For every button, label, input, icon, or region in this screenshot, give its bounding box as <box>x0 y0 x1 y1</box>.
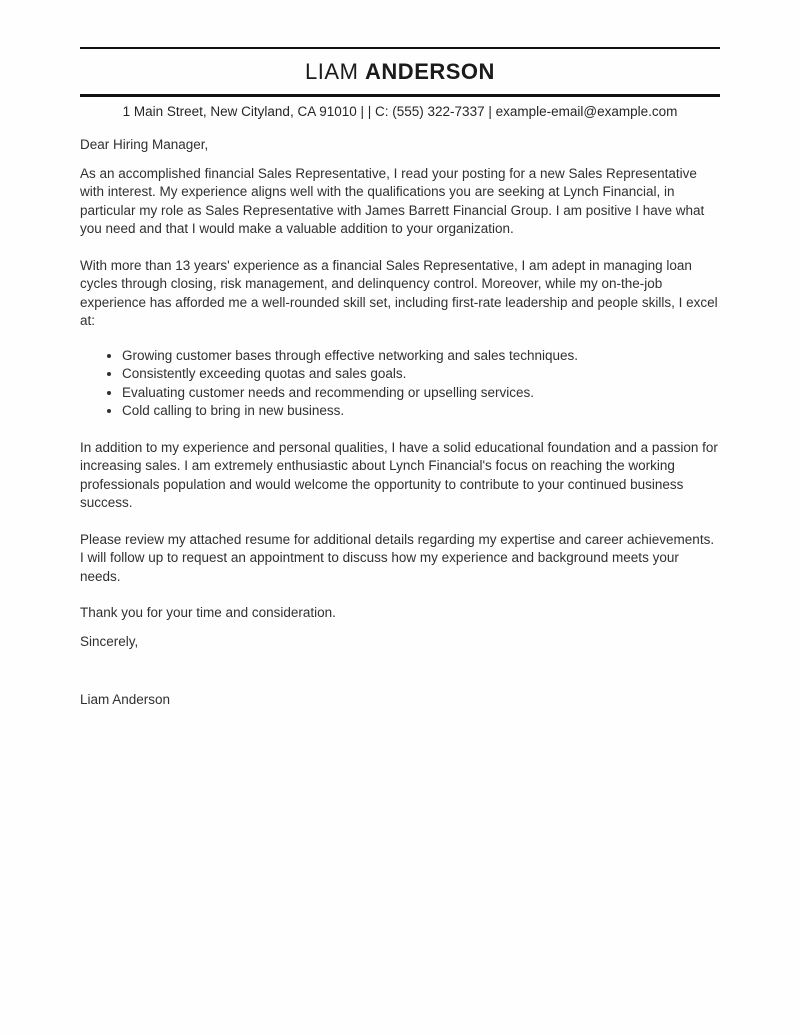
paragraph-introduction: As an accomplished financial Sales Representative, I read your posting for a new Sales Representative with interest. My experience aligns well with the qualifications you are seeking at Lynch Financial, in particular my role as Sales Representative with James Barrett Financial Group. I am positive I have what you need and that I would make a valuable addition to your organization. <box>80 165 705 236</box>
skills-list <box>80 347 720 421</box>
paragraph-follow-up: Please review my attached resume for additional details regarding my expertise and career achievements. I will follow up to request an appointment to discuss how my experience and background meets your needs. <box>80 531 715 584</box>
letter-body <box>80 136 720 710</box>
header-bottom-rule <box>80 94 720 97</box>
candidate-name <box>80 49 720 94</box>
valediction: Sincerely, <box>80 633 139 649</box>
skills-list-item: • Evaluating customer needs and recommending or upselling services. <box>122 384 720 403</box>
candidate-last-name: ANDERSON <box>365 59 495 84</box>
skills-list-item: • Consistently exceeding quotas and sales goals. <box>122 365 720 384</box>
candidate-first-name: LIAM <box>305 59 359 84</box>
thank-you-line: Thank you for your time and consideration. <box>80 605 336 620</box>
skills-list-item: • Growing customer bases through effective networking and sales techniques. <box>122 347 720 366</box>
salutation: Dear Hiring Manager, <box>80 137 209 152</box>
paragraph-education: In addition to my experience and personal qualities, I have a solid educational foundation and a passion for increasing sales. I am extremely enthusiastic about Lynch Financial's focus on reaching the working professionals population and would welcome the opportunity to contribute to your continued business success. <box>80 439 718 510</box>
signature-name: Liam Anderson <box>80 692 171 707</box>
contact-info: 1 Main Street, New Cityland, CA 91010 | | C: (555) 322-7337 | example-email@example.com <box>122 104 678 119</box>
paragraph-experience: With more than 13 years' experience as a financial Sales Representative, I am adept in managing loan cycles through closing, risk management, and delinquency control. Moreover, while my on-the-job experience has afforded me a well-rounded skill set, including first-rate leadership and people skills, I excel at: <box>80 257 718 328</box>
skills-list-item: • Cold calling to bring in new business. <box>122 402 720 421</box>
